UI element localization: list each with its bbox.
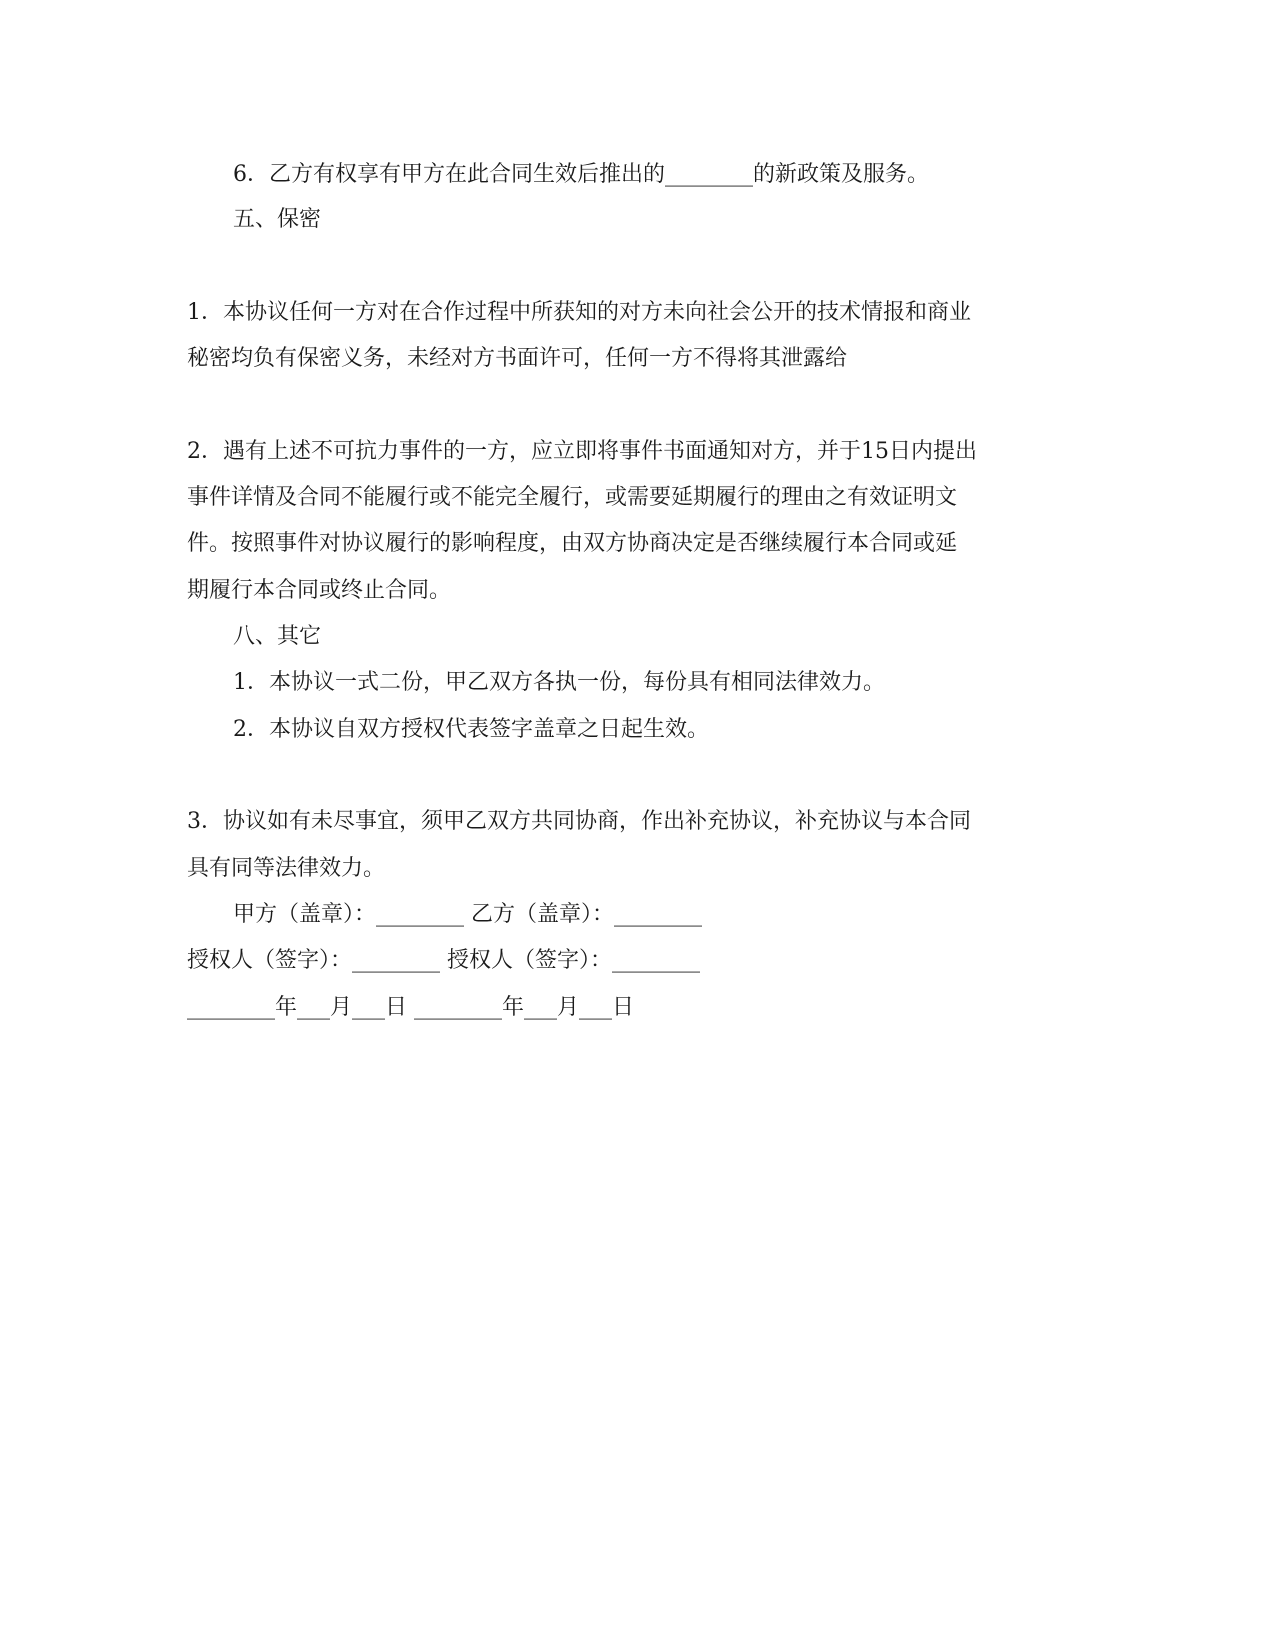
section-heading-other: 八、其它: [233, 624, 322, 649]
other-clause-3-line-1: 3．协议如有未尽事宜，须甲乙双方共同协商，作出补充协议，补充协议与本合同: [187, 809, 971, 834]
force-majeure-clause-line-4: 期履行本合同或终止合同。: [187, 578, 452, 603]
clause-item-6: 6．乙方有权享有甲方在此合同生效后推出的________的新政策及服务。: [233, 162, 929, 187]
force-majeure-clause-line-2: 事件详情及合同不能履行或不能完全履行，或需要延期履行的理由之有效证明文: [187, 485, 958, 510]
confidentiality-clause-line-1: 1．本协议任何一方对在合作过程中所获知的对方未向社会公开的技术情报和商业: [187, 300, 971, 325]
signature-seal-line: 甲方（盖章）：________ 乙方（盖章）：________: [233, 902, 702, 927]
confidentiality-clause-line-2: 秘密均负有保密义务，未经对方书面许可，任何一方不得将其泄露给: [187, 346, 848, 371]
signature-date-line: ________年___月___日 ________年___月___日: [187, 995, 634, 1020]
section-heading-confidentiality: 五、保密: [233, 207, 322, 232]
signature-authorized-line: 授权人（签字）：________ 授权人（签字）：________: [187, 948, 700, 973]
force-majeure-clause-line-1: 2．遇有上述不可抗力事件的一方，应立即将事件书面通知对方，并于15日内提出: [187, 439, 977, 464]
force-majeure-clause-line-3: 件。按照事件对协议履行的影响程度，由双方协商决定是否继续履行本合同或延: [187, 531, 958, 556]
other-clause-1: 1．本协议一式二份，甲乙双方各执一份，每份具有相同法律效力。: [233, 670, 885, 695]
other-clause-3-line-2: 具有同等法律效力。: [187, 856, 386, 881]
other-clause-2: 2．本协议自双方授权代表签字盖章之日起生效。: [233, 717, 709, 742]
